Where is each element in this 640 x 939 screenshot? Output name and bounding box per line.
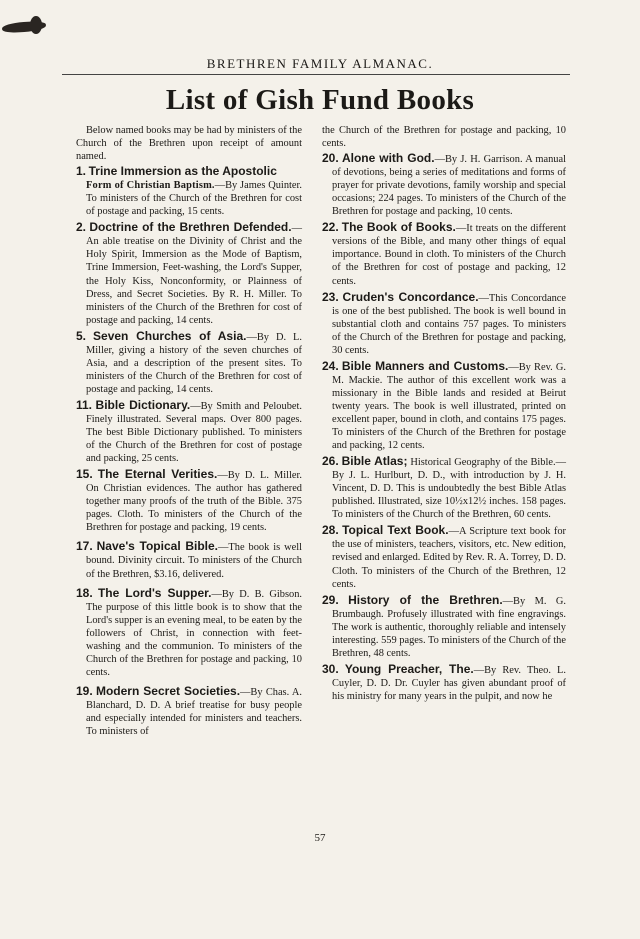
book-title: Seven Churches of Asia. <box>93 328 247 343</box>
entry-number: 15. <box>76 467 93 482</box>
entry-number: 26. <box>322 454 339 469</box>
entry-number: 17. <box>76 539 93 554</box>
entry-number: 2. <box>76 220 87 235</box>
book-title: Cruden's Concordance. <box>342 289 479 304</box>
book-entry <box>76 468 302 534</box>
book-entry <box>76 165 302 218</box>
book-entry <box>322 221 566 287</box>
book-title: The Book of Books. <box>341 220 456 235</box>
book-title: Nave's Topical Bible. <box>96 539 219 554</box>
book-description: —By Rev. G. M. Mackie. The author of this excellent work was a missionary in the Bible lands and resided at Beirut twenty years. The book is well illustrated, printed on excellent paper, bound in cloth, and contains 175 pages. To ministers of the Church of the Brethren for postage and packing, 12 cents. <box>332 361 566 452</box>
ink-smudge-blot <box>30 16 42 34</box>
book-description: —By J. H. Garrison. A manual of devotions, being a series of meditations and forms of prayer for private devotions, family worship and special occasions; 224 pages. To ministers of the Church of the Brethren for postage and packing, 10 cents. <box>332 154 566 218</box>
page-number: 57 <box>314 832 326 844</box>
page-title: List of Gish Fund Books <box>165 84 475 116</box>
left-entry-list <box>76 165 302 738</box>
book-description: —A Scripture text book for the use of ministers, teachers, visitors, etc. New edition, revised and enlarged. Edited by Rev. R. A. Torrey, D. D. Cloth. To ministers of the Church of the Brethren, 12 cents. <box>332 526 566 590</box>
book-title: Trine Immersion as the Apostolic <box>88 164 277 179</box>
book-description: —By James Quinter. To ministers of the Church of the Brethren for cost of postage and packing, 15 cents. <box>86 180 302 218</box>
left-column <box>76 124 302 741</box>
header-rule <box>62 74 570 75</box>
book-title: Modern Secret Societies. <box>95 683 241 698</box>
book-title: Bible Manners and Customs. <box>341 358 509 373</box>
book-title: Doctrine of the Brethren Defended. <box>89 220 292 235</box>
entry-number: 5. <box>76 328 87 343</box>
book-entry <box>76 587 302 679</box>
book-title: Young Preacher, The. <box>344 661 474 676</box>
book-title: Bible Atlas; <box>341 454 408 469</box>
book-entry <box>76 685 302 738</box>
book-title: The Lord's Supper. <box>97 585 212 600</box>
book-entry <box>76 221 302 326</box>
entry-number: 24. <box>322 358 339 373</box>
intro-paragraph: Below named books may be had by ministers of the Church of the Brethren upon receipt of amount named. <box>76 125 302 163</box>
entry-number: 20. <box>322 151 339 166</box>
entry-number: 23. <box>322 289 339 304</box>
book-title: The Eternal Verities. <box>97 467 218 482</box>
book-entry <box>322 594 566 660</box>
entry-number: 28. <box>322 523 339 538</box>
book-entry <box>322 360 566 452</box>
book-description: —By Smith and Peloubet. Finely illustrated. Several maps. Over 800 pages. The best Bible Dictionary published. To ministers of the Church of the Brethren for cost of postage and packing, 25 cents. <box>86 400 302 465</box>
book-title: History of the Brethren. <box>348 592 503 607</box>
right-entry-list <box>322 152 566 703</box>
book-description: —It treats on the different versions of the Bible, and many other things of equal importance. Bound in cloth. To ministers of the Church of the Brethren for cost of postage and packing, 12 cents. <box>332 223 567 287</box>
entry-number: 30. <box>322 661 339 676</box>
continuation-text: the Church of the Brethren for postage and packing, 10 cents. <box>322 125 566 150</box>
book-title: Bible Dictionary. <box>95 397 191 412</box>
entry-number: 18. <box>76 585 93 600</box>
book-entry <box>322 524 566 590</box>
book-entry <box>76 399 302 465</box>
book-description: Historical Geography of the Bible.—By J. L. Hurlburt, D. D., with introduction by J. H. Vincent, D. D. This is undoubtedly the best Bible Atlas published. Illustrated, size 10½x12½ inches. 158 pages. To ministers of the Church of the Brethren, 60 cents. <box>332 457 566 521</box>
book-entry <box>322 663 566 703</box>
book-entry <box>322 152 566 218</box>
right-column <box>322 124 566 706</box>
entry-number: 11. <box>76 397 93 412</box>
entry-number: 29. <box>322 592 339 607</box>
book-subtitle: Form of Christian Baptism. <box>86 180 215 192</box>
book-description: —The book is well bound. Divinity circuit. To ministers of the Church of the Brethren, $3.16, delivered. <box>86 542 302 580</box>
entry-number: 22. <box>322 220 339 235</box>
entry-number: 19. <box>76 683 93 698</box>
book-entry <box>322 291 566 357</box>
book-description: —By Chas. A. Blanchard, D. D. A brief treatise for busy people and especially intended for ministers and teachers. To ministers of <box>86 686 302 738</box>
book-description: —By Rev. Theo. L. Cuyler, D. D. Dr. Cuyler has given abundant proof of his ministry for many years in the pulpit, and now he <box>332 664 566 702</box>
book-description: —An able treatise on the Divinity of Christ and the Holy Spirit, Immersion as the Mode of Baptism, Trine Immersion, Feet-washing, the Lord's Supper, the Holy Kiss, Nonconformity, or Plainness of Dress, and Secret Societies. By R. H. Miller. To ministers of the Church of the Brethren for cost of postage and packing, 14 cents. <box>86 223 302 326</box>
book-entry <box>76 540 302 580</box>
book-description: —By D. B. Gibson. The purpose of this little book is to show that the Lord's supper is an evening meal, to be eaten by the followers of Christ, in connection with feet-washing and the communion. To ministers of the Church of the Brethren for postage and packing, 10 cents. <box>86 588 302 678</box>
book-description: —By M. G. Brumbaugh. Profusely illustrated with fine engravings. The work is authentic, thoroughly reliable and intensely interesting. 559 pages. To ministers of the Church of the Brethren, 48 cents. <box>332 595 566 659</box>
book-title: Alone with God. <box>341 151 435 166</box>
running-head: BRETHREN FAMILY ALMANAC. <box>206 56 434 71</box>
book-description: —This Concordance is one of the best published. The book is well bound in substantial cloth and contains 757 pages. To ministers of the Church of the Brethren for postage and packing, 30 cents. <box>332 292 566 356</box>
book-title: Topical Text Book. <box>342 523 449 538</box>
entry-number: 1. <box>76 164 87 179</box>
book-entry <box>322 455 566 521</box>
book-description: —By D. L. Miller, giving a history of the seven churches of Asia, and a description of the present sites. To ministers of the Church of the Brethren for cost of postage and packing, 14 cents. <box>86 331 302 395</box>
book-description: —By D. L. Miller. On Christian evidences. The author has gathered together many proofs of the truth of the Bible. 375 pages. Cloth. To ministers of the Church of the Brethren for postage and packing, 19 cents. <box>86 470 302 534</box>
book-entry <box>76 330 302 396</box>
